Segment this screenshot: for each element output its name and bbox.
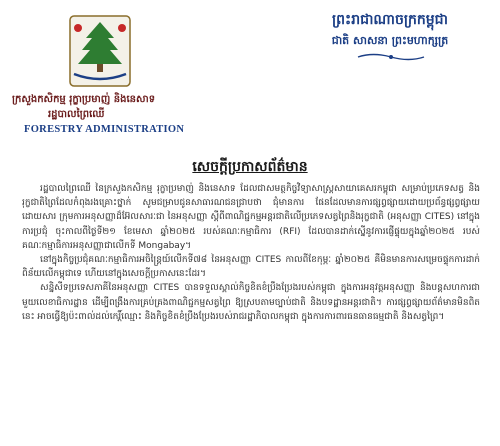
kingdom-heading: ព្រះរាជាណាចក្រកម្ពុជា bbox=[331, 12, 448, 28]
ornament-divider-icon bbox=[356, 52, 426, 62]
body-paragraph: រដ្ឋបាលព្រៃឈើ នៃក្រសួងកសិកម្ម រុក្ខាប្រមាញ់ និងនេសាទ ដែលជាសមត្ថកិច្ចវិទ្យាសាស្ត្រសាយាគេសរកម្ពុជា សម្រាប់ប្រភេទសត្វ និងរុក្ខជាតិព្រៃដែលកំពុងរងគ្រោះថ្នាក់ សូមជម្រាបជូនសាធារណជនជ្រាបថា ជុំមានការ ផែនដែលមានការផ្សព្វផ្សាយដោយប្រព័ន្ធផ្សព្វផ្សាយ ដោយសារ ក្រុមការអនុសញ្ញាដ៏អ៊ែលសារៈជា នៃអនុសញ្ញា ស្តីពីពាណិជ្ជកម្មអន្តរជាតិលើប្រភេទសត្វព្រៃនិងរុក្ខជាតិ (អនុសញ្ញា CITES) នៅក្នុងការប្រជុំ ចុះកាលពីថ្ងៃទី២១ ខែមេសា ឆ្នាំ២០២៥ របស់គណៈកម្មាធិការ (RFI) ដែលបានដាក់ស្នើនូវការផ្ញើផ្ទុយក្នុងឆ្នាំ២០២៥ របស់គណៈកម្មាធិការអនុសញ្ញាជាលើកទី Mongabay។ bbox=[22, 184, 480, 251]
body-paragraph: សន្និសីទប្រទេសភាគីនៃអនុសញ្ញា CITES បានទទួលស្គាល់កិច្ចខិតខំប្រឹងប្រែងរបស់កម្ពុជា ក្នុងការអនុវត្តអនុសញ្ញា និងបន្តសហការជាមួយលេខាធិការដ្ឋាន ដើម្បីពង្រឹងការគ្រប់គ្រងពាណិជ្ជកម្មសត្វព្រៃ ឱ្យស្របតាមច្បាប់ជាតិ និងបទដ្ឋានអន្តរជាតិ។ ការផ្សព្វផ្សាយព័ត៌មានមិនពិតនេះ អាចធ្វើឱ្យប៉ះពាល់ដល់កេរ្តិ៍ឈ្មោះ និងកិច្ចខិតខំប្រឹងប្រែងរបស់រាជរដ្ឋាភិបាលកម្ពុជា ក្នុងការការពារធនធានធម្មជាតិ និងសត្វព្រៃ។ bbox=[22, 283, 480, 322]
forestry-administration-logo-icon bbox=[64, 14, 136, 88]
administration-name-khmer: រដ្ឋបាលព្រៃឈើ bbox=[48, 109, 105, 120]
national-motto: ជាតិ សាសនា ព្រះមហាក្សត្រ bbox=[331, 34, 449, 47]
document-body bbox=[22, 182, 480, 324]
body-paragraph: នៅក្នុងកិច្ចប្រជុំគណៈកម្មាធិការអចិន្ត្រៃយ៍លើកទី៧៨ នៃអនុសញ្ញា CITES កាលពីខែកុម្ភៈ ឆ្នាំ២០២៥ គឺមិនមានការសម្រេចផ្ទុកការដាក់ពិន័យលើកម្ពុជាទេ ហើយនៅក្នុងសេចក្តីប្រកាសនេះដែរ។ bbox=[22, 255, 480, 280]
document-title: សេចក្តីប្រកាសព័ត៌មាន bbox=[192, 159, 308, 175]
ministry-name: ក្រសួងកសិកម្ម រុក្ខាប្រមាញ់ និងនេសាទ bbox=[12, 94, 156, 105]
administration-name-english: FORESTRY ADMINISTRATION bbox=[24, 124, 185, 135]
